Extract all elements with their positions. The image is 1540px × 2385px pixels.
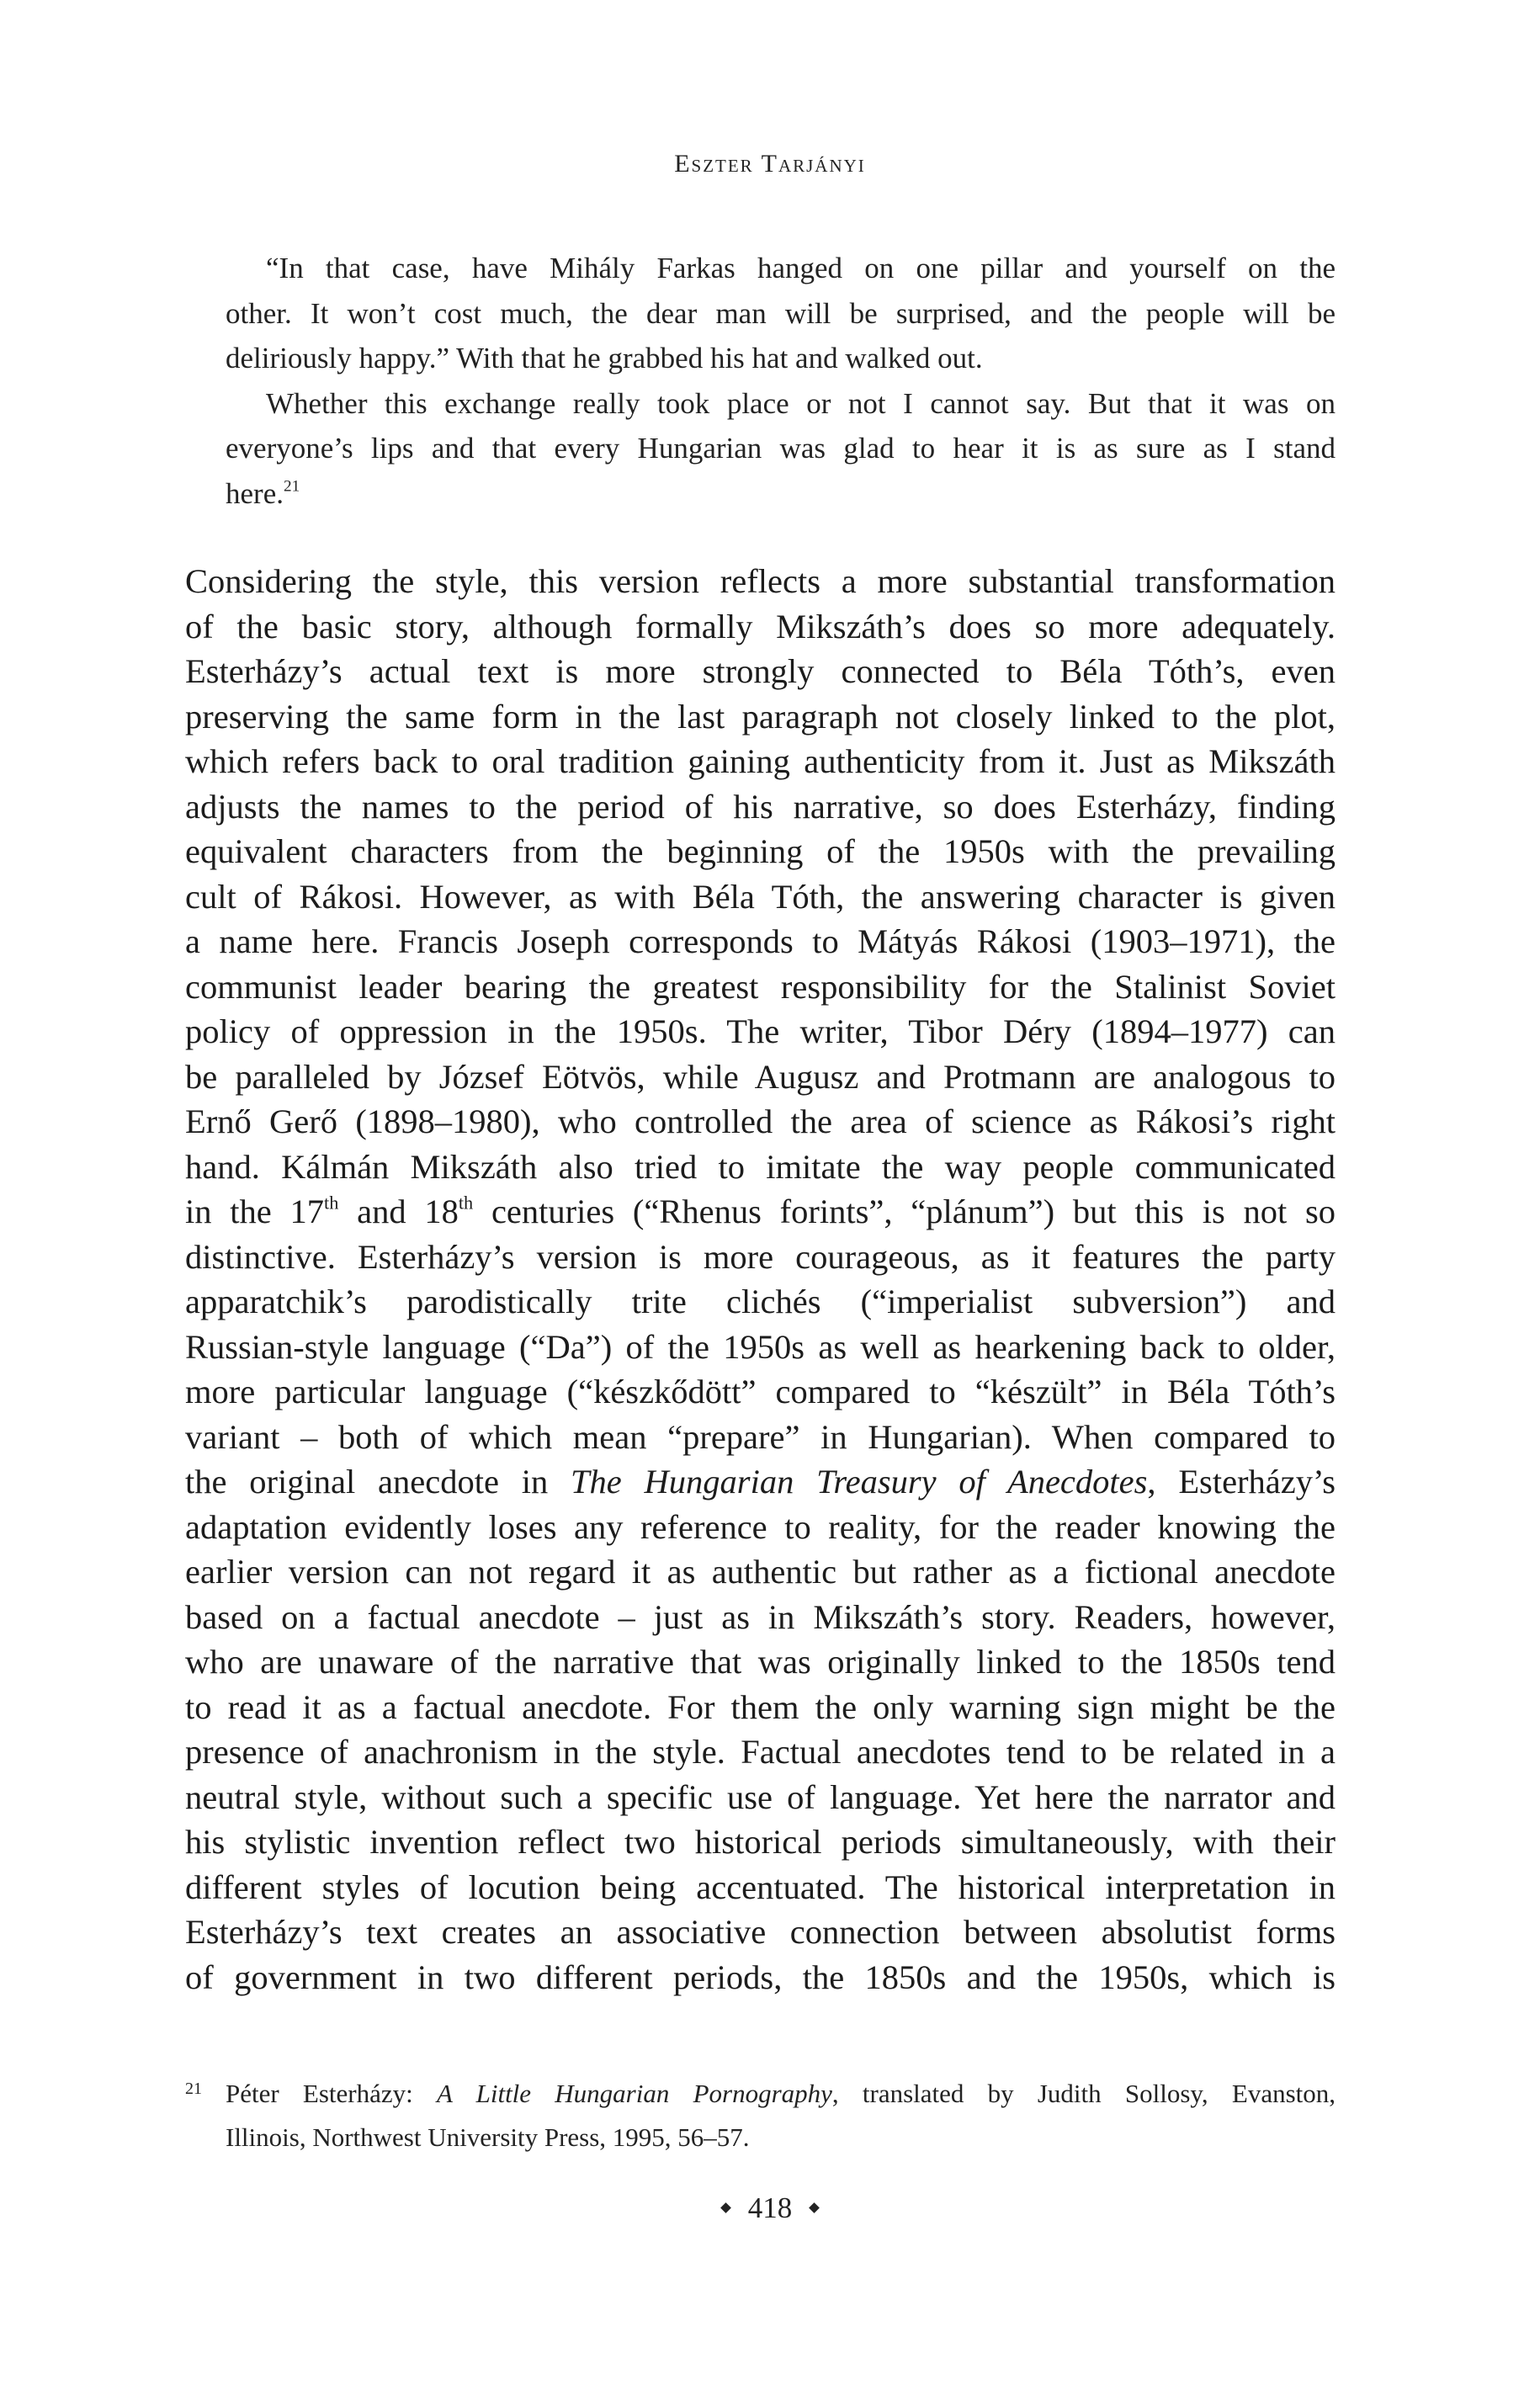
body-line: neutral style, without such a specific use of language. Yet here the narrator and	[185, 1777, 1336, 1816]
body-line: presence of anachronism in the style. Factual anecdotes tend to be related in a	[185, 1733, 1336, 1771]
body-line: apparatchik’s parodistically trite clichés (“imperialist subversion”) and	[185, 1283, 1336, 1320]
body-line: his stylistic invention reflect two historical periods simultaneously, with their	[185, 1823, 1336, 1861]
body-text-fragment: and 18	[338, 1192, 459, 1230]
block-quote	[226, 246, 1336, 517]
body-line: equivalent characters from the beginning of the 1950s with the prevailing	[185, 832, 1336, 870]
body-line: to read it as a factual anecdote. For them the only warning sign might be the	[185, 1687, 1336, 1726]
body-line: preserving the same form in the last paragraph not closely linked to the plot,	[185, 697, 1336, 736]
body-line: of government in two different periods, the 1850s and the 1950s, which is	[185, 1957, 1336, 1996]
body-line: adjusts the names to the period of his narrative, so does Esterházy, finding	[185, 787, 1336, 826]
quote-paragraph	[226, 246, 1336, 381]
body-line: communist leader bearing the greatest responsibility for the Stalinist Soviet	[185, 967, 1336, 1006]
footnote-number: 21	[185, 2080, 202, 2098]
body-line: policy of oppression in the 1950s. The writer, Tibor Déry (1894–1977) can	[185, 1012, 1336, 1050]
ordinal-suffix: th	[324, 1192, 339, 1214]
body-line: cult of Rákosi. However, as with Béla Tóth, the answering character is given	[185, 877, 1336, 916]
ordinal-suffix: th	[458, 1192, 474, 1214]
body-line: distinctive. Esterházy’s version is more courageous, as it features the party	[185, 1237, 1336, 1276]
page-number: 418	[747, 2191, 793, 2224]
body-line: adaptation evidently loses any reference to reality, for the reader knowing the	[185, 1507, 1336, 1546]
body-line: based on a factual anecdote – just as in Mikszáth’s story. Readers, however,	[185, 1597, 1336, 1636]
body-line: be paralleled by József Eötvös, while Augusz and Protmann are analogous to	[185, 1057, 1336, 1096]
body-line: different styles of locution being accentuated. The historical interpretation in	[185, 1867, 1336, 1906]
footnote-book-title: A Little Hungarian Pornography	[437, 2079, 832, 2108]
body-line: Esterházy’s actual text is more strongly connected to Béla Tóth’s, even	[185, 652, 1336, 690]
body-text-fragment: , Esterházy’s	[1147, 1463, 1336, 1501]
body-line: hand. Kálmán Mikszáth also tried to imitate the way people communicated	[185, 1147, 1336, 1186]
body-line: Ernő Gerő (1898–1980), who controlled the area of science as Rákosi’s right	[185, 1102, 1336, 1140]
running-head: Eszter Tarjányi	[674, 150, 866, 178]
quote-line: other. It won’t cost much, the dear man will be surprised, and the people will be	[226, 296, 1336, 330]
bullet-ornament-icon	[720, 2203, 731, 2214]
body-text-fragment: centuries (“Rhenus forints”, “plánum”) but this is not so	[473, 1192, 1336, 1230]
body-line: more particular language (“készkődött” compared to “készült” in Béla Tóth’s	[185, 1373, 1336, 1410]
footnote-line	[226, 2072, 1336, 2116]
body-line	[185, 1459, 1336, 1505]
body-line: variant – both of which mean “prepare” in Hungarian). When compared to	[185, 1417, 1336, 1456]
footnote-text: , translated by Judith Sollosy, Evanston,	[831, 2079, 1336, 2108]
body-line	[185, 1189, 1336, 1235]
body-line: earlier version can not regard it as authentic but rather as a fictional anecdote	[185, 1553, 1336, 1591]
footnote-reference[interactable]: 21	[283, 477, 300, 496]
body-text	[185, 559, 1336, 2000]
body-line: Esterházy’s text creates an associative connection between absolutist forms	[185, 1913, 1336, 1951]
quote-line: Whether this exchange really took place or not I cannot say. But that it was on	[266, 386, 1336, 420]
body-text-fragment: the original anecdote in	[185, 1463, 571, 1501]
book-title: The Hungarian Treasury of Anecdotes	[571, 1463, 1148, 1501]
quote-line: “In that case, have Mihály Farkas hanged on one pillar and yourself on the	[266, 252, 1336, 284]
body-paragraph	[185, 559, 1336, 2000]
quote-line: everyone’s lips and that every Hungarian was glad to hear it is as sure as I stand	[226, 432, 1336, 465]
footnote-body	[226, 2072, 1336, 2159]
footnote-line: Illinois, Northwest University Press, 1995, 56–57.	[226, 2122, 750, 2152]
body-line: a name here. Francis Joseph corresponds to Mátyás Rákosi (1903–1971), the	[185, 922, 1336, 960]
quote-paragraph	[226, 381, 1336, 517]
body-text-fragment: in the 17	[185, 1192, 325, 1230]
body-line: Russian-style language (“Da”) of the 1950s as well as hearkening back to older,	[185, 1327, 1336, 1366]
quote-line: deliriously happy.” With that he grabbed his hat and walked out.	[226, 342, 983, 375]
body-line: Considering the style, this version reflects a more substantial transformation	[185, 562, 1336, 600]
page-footer	[0, 2191, 1540, 2225]
body-line: of the basic story, although formally Mikszáth’s does so more adequately.	[185, 607, 1336, 645]
quote-line	[226, 471, 1336, 517]
bullet-ornament-icon	[809, 2203, 820, 2214]
footnote	[185, 2072, 1336, 2159]
quote-line-text: here.	[226, 476, 284, 510]
body-line: which refers back to oral tradition gaining authenticity from it. Just as Mikszáth	[185, 742, 1336, 780]
footnote-text: Péter Esterházy:	[226, 2079, 437, 2108]
body-line: who are unaware of the narrative that was originally linked to the 1850s tend	[185, 1643, 1336, 1681]
